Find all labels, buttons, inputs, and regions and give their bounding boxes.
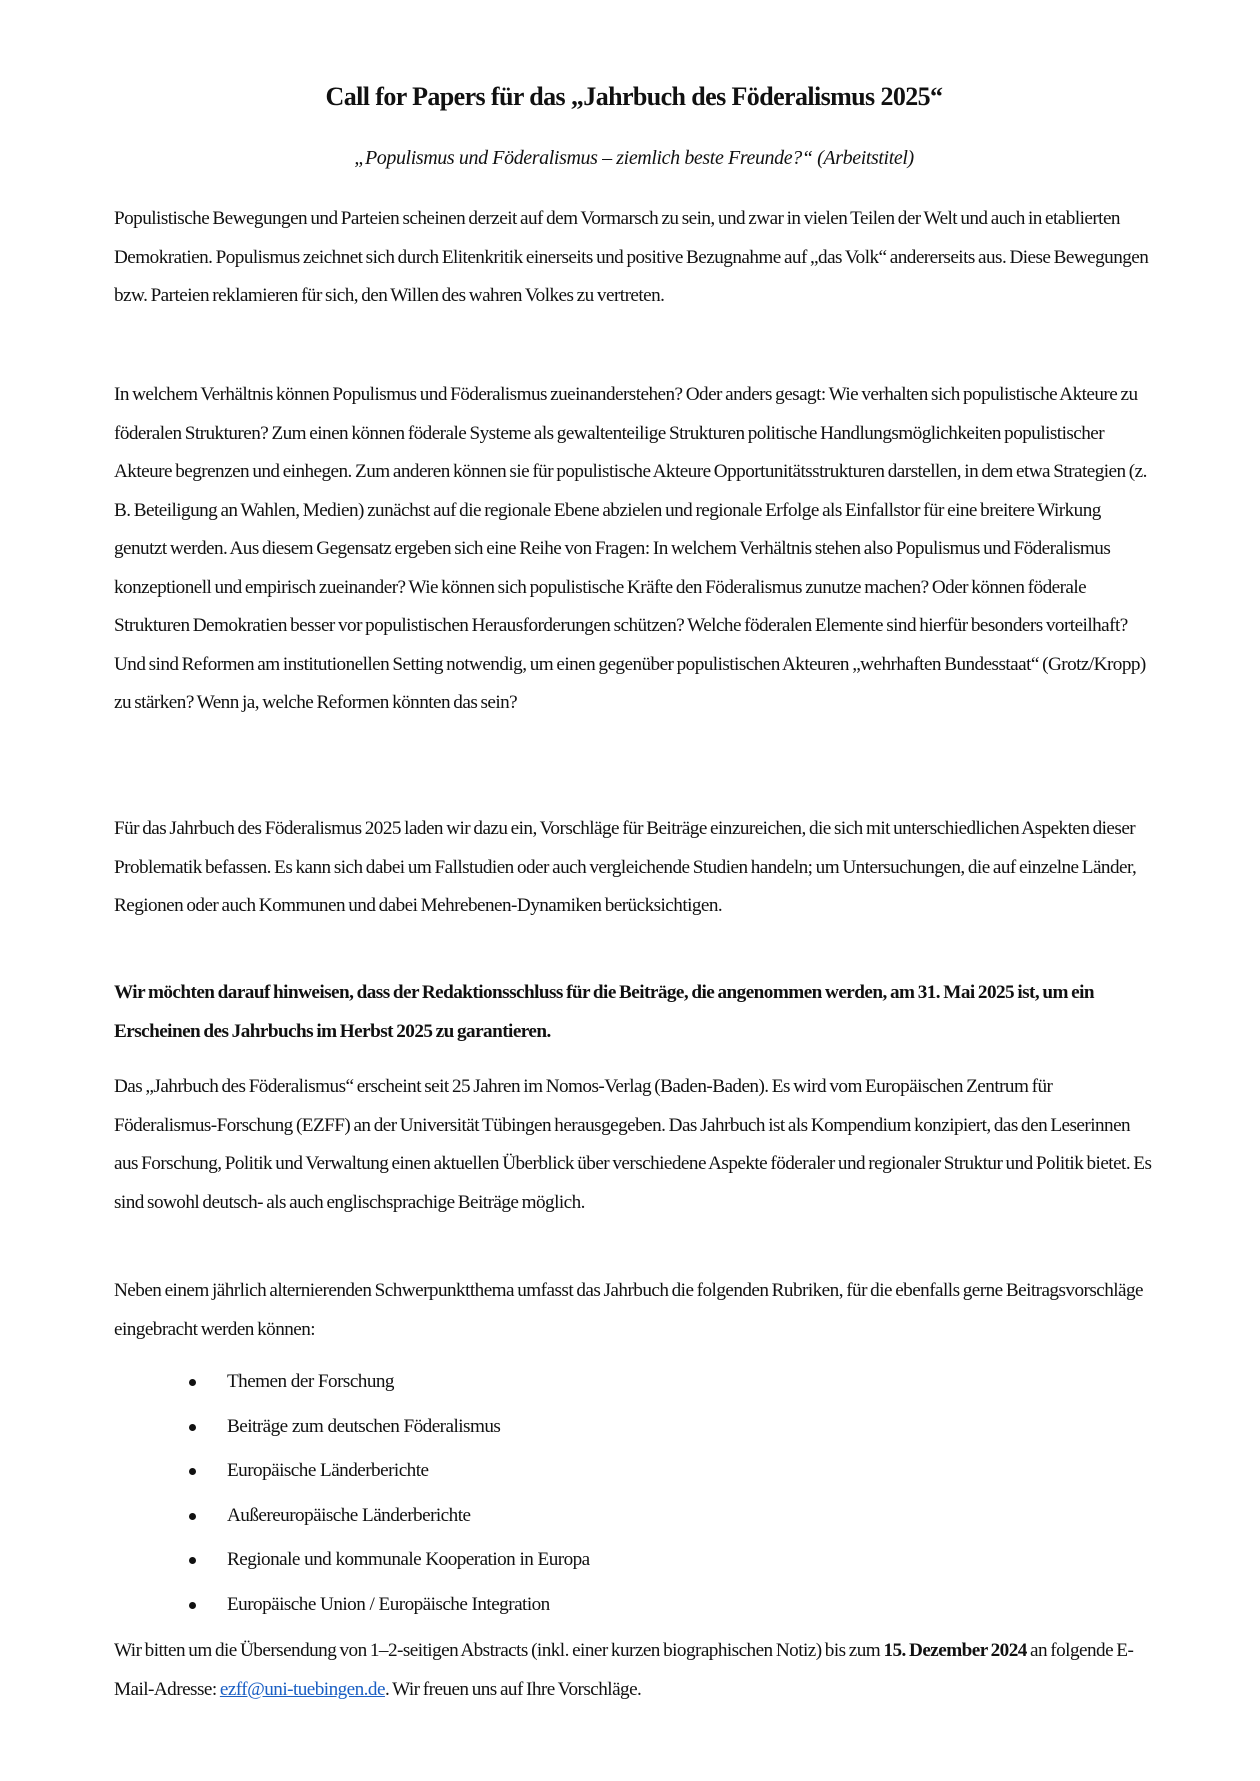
rubric-label: Europäische Länderberichte — [227, 1460, 429, 1481]
rubric-label: Europäische Union / Europäische Integration — [227, 1593, 550, 1615]
list-item — [114, 1545, 590, 1590]
paragraph-invitation: Für das Jahrbuch des Föderalismus 2025 laden wir dazu ein, Vorschläge für Beiträge einzureichen, die sich mit unterschiedlichen Aspekten dieser Problematik befassen. Es kann sich dabei um Fallstudien oder auch vergleichende Studien handeln; um Untersuchungen, die auf einzelne Länder, Regionen oder auch Kommunen und dabei Mehrebenen-Dynamiken berücksichtigen. — [114, 818, 1137, 916]
rubric-label: Beiträge zum deutschen Föderalismus — [227, 1415, 501, 1437]
rubrics-list — [114, 1367, 590, 1634]
paragraph-deadline-notice: Wir möchten darauf hinweisen, dass der Redaktionsschluss für die Beiträge, die angenommen werden, am 31. Mai 2025 ist, um ein Erscheinen des Jahrbuchs im Herbst 2025 zu garantieren. — [114, 982, 1095, 1042]
bullet-icon — [189, 1513, 196, 1520]
bullet-icon — [189, 1557, 196, 1564]
bullet-icon — [189, 1424, 196, 1431]
submission-deadline: 15. Dezember 2024 — [883, 1640, 1027, 1661]
bullet-icon — [189, 1379, 196, 1386]
rubric-label: Außereuropäische Länderberichte — [227, 1504, 471, 1526]
rubric-label: Regionale und kommunale Kooperation in Europa — [227, 1549, 590, 1570]
list-item — [114, 1456, 590, 1501]
paragraph-intro: Populistische Bewegungen und Parteien scheinen derzeit auf dem Vormarsch zu sein, und zwar in vielen Teilen der Welt und auch in etablierten Demokratien. Populismus zeichnet sich durch Elitenkritik einerseits und positive Bezugnahme auf „das Volk“ andererseits aus. Diese Bewegungen bzw. Parteien reklamieren für sich, den Willen des wahren Volkes zu vertreten. — [114, 208, 1149, 306]
bullet-icon — [189, 1468, 196, 1475]
list-item — [114, 1590, 590, 1635]
paragraph-closing — [114, 1632, 1154, 1709]
list-item — [114, 1367, 590, 1412]
bullet-icon — [189, 1602, 196, 1609]
rubric-label: Themen der Forschung — [227, 1371, 394, 1392]
closing-text-after: . Wir freuen uns auf Ihre Vorschläge. — [384, 1678, 642, 1700]
document-title: Call for Papers für das „Jahrbuch des Föderalismus 2025“ — [325, 82, 943, 111]
paragraph-about: Das „Jahrbuch des Föderalismus“ erscheint seit 25 Jahren im Nomos-Verlag (Baden-Baden). Es wird vom Europäischen Zentrum für Föderalismus-Forschung (EZFF) an der Universität Tübingen herausgegeben. Das Jahrbuch ist als Kompendium konzipiert, das den Leserinnen aus Forschung, Politik und Verwaltung einen aktuellen Überblick über verschiedene Aspekte föderaler und regionaler Struktur und Politik bietet. Es sind sowohl deutsch- als auch englischsprachige Beiträge möglich. — [114, 1076, 1152, 1213]
email-link[interactable]: ezff@uni-tuebingen.de — [219, 1678, 385, 1700]
paragraph-questions: In welchem Verhältnis können Populismus und Föderalismus zueinanderstehen? Oder anders gesagt: Wie verhalten sich populistische Akteure zu föderalen Strukturen? Zum einen können föderale Systeme als gewaltenteilige Strukturen politische Handlungsmöglichkeiten populistischer Akteure begrenzen und einhegen. Zum anderen können sie für populistische Akteure Opportunitätsstrukturen darstellen, in dem etwa Strategien (z. B. Beteiligung an Wahlen, Medien) zunächst auf die regionale Ebene abzielen und regionale Erfolge als Einfallstor für eine breitere Wirkung genutzt werden. Aus diesem Gegensatz ergeben sich eine Reihe von Fragen: In welchem Verhältnis stehen also Populismus und Föderalismus konzeptionell und empirisch zueinander? Wie können sich populistische Kräfte den Föderalismus zunutze machen? Oder können föderale Strukturen Demokratien besser vor populistischen Herausforderungen schützen? Welche föderalen Elemente sind hierfür besonders vorteilhaft? Und sind Reformen am institutionellen Setting notwendig, um einen gegenüber populistischen Akteuren „wehrhaften Bundesstaat“ (Grotz/Kropp) zu stärken? Wenn ja, welche Reformen könnten das sein? — [114, 384, 1147, 713]
list-item — [114, 1412, 590, 1457]
closing-text-middle: an folgende E-Mail-Adresse: — [114, 1640, 1134, 1700]
list-item — [114, 1501, 590, 1546]
closing-text-before: Wir bitten um die Übersendung von 1–2-seitigen Abstracts (inkl. einer kurzen biographischen Notiz) bis zum — [114, 1640, 884, 1661]
paragraph-rubrics-intro: Neben einem jährlich alternierenden Schwerpunktthema umfasst das Jahrbuch die folgenden Rubriken, für die ebenfalls gerne Beitragsvorschläge eingebracht werden können: — [114, 1280, 1144, 1340]
document-subtitle: „Populismus und Föderalismus – ziemlich beste Freunde?“ (Arbeitstitel) — [354, 147, 914, 169]
